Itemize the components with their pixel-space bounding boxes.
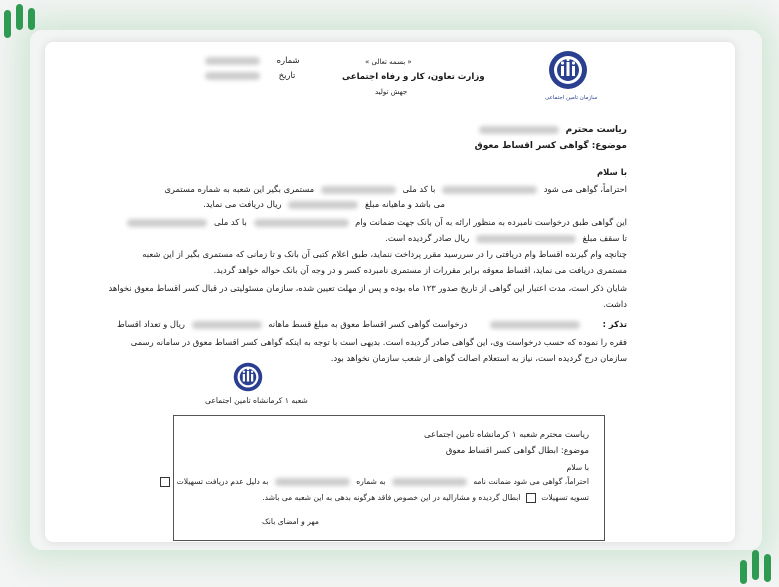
social-security-emblem-icon [548, 50, 588, 90]
no-loan-received-checkbox[interactable] [160, 477, 170, 487]
paragraph-1-line-2: می باشد و ماهیانه مبلغ ریال دریافت می نماید. [203, 199, 445, 209]
paragraph-4-line-1: شایان ذکر است، مدت اعتبار این گواهی از تاریخ صدور ۱۲۳ ماه بوده و پس از مهلت تعیین شده، سازمان مسئولیتی در قبال کسر اقساط معوق نخواهد [108, 283, 627, 293]
note-line-3: سازمان درج گردیده است، نیاز به استعلام اصالت گواهی از شعب سازمان نخواهد بود. [330, 353, 627, 363]
paragraph-2-line-1: این گواهی طبق درخواست نامبرده به منظور ارائه به آن بانک جهت ضمانت وام با کد ملی [123, 216, 627, 228]
loan-settlement-checkbox[interactable] [526, 493, 536, 503]
paragraph-3-line-1: چنانچه وام گیرنده اقساط وام دریافتی را در سررسید مقرر پرداخت ننماید، طبق اعلام کتبی آن بانک و تا زمانی که مستمری بگیر از این شعبه [142, 249, 627, 259]
branch-logo [233, 362, 263, 392]
paragraph-4-line-2: داشت. [603, 299, 627, 309]
note-line-2: فقره را نموده که حسب درخواست وی، این گواهی صادر گردیده است. بدیهی است با توجه به اینکه گواهی کسر اقساط معوق در سامانه رسمی [130, 337, 627, 347]
social-security-emblem-icon [233, 362, 263, 392]
slogan: جهش تولید [375, 88, 408, 96]
box-subject: موضوع: ابطال گواهی کسر اقساط معوق [445, 445, 589, 455]
note-line-1: تذکر : درخواست گواهی کسر اقساط معوق به مبلغ قسط ماهانه ریال و تعداد اقساط [116, 319, 627, 329]
document-card [45, 42, 735, 542]
box-greeting: با سلام [566, 463, 589, 472]
box-line-2: تسویه تسهیلات ابطال گردیده و مشارالیه در این خصوص فاقد هرگونه بدهی به این شعبه می باشد. [262, 493, 589, 502]
box-line-1: احتراماً، گواهی می شود ضمانت نامه به شماره به دلیل عدم دریافت تسهیلات [160, 476, 589, 488]
paragraph-2-line-2: تا سقف مبلغ ریال صادر گردیده است. [385, 233, 627, 243]
number-field: شماره [205, 54, 300, 66]
recipient: ریاست محترم [479, 124, 627, 136]
greeting: با سلام [597, 167, 627, 177]
ministry-title: وزارت تعاون، کار و رفاه اجتماعی [342, 72, 485, 82]
bank-signature: مهر و امضای بانک [261, 517, 319, 526]
paragraph-3-line-2: مستمری دریافت می نماید، اقساط معوقه برابر مقررات از مستمری نامبرده کسر و در وجه آن بانک حواله خواهد گردید. [213, 265, 627, 275]
cancellation-box [173, 415, 605, 541]
letter-subject: موضوع: گواهی کسر اقساط معوق [474, 141, 627, 151]
corner-mark-top-left [2, 4, 40, 42]
letter-document [45, 42, 735, 542]
bismillah: « بسمه تعالی » [365, 58, 412, 66]
corner-mark-bottom-right [738, 546, 778, 586]
organization-name: سازمان تامین اجتماعی [545, 95, 598, 101]
box-recipient: ریاست محترم شعبه ۱ کرمانشاه تامین اجتماعی [423, 429, 589, 439]
organization-logo [548, 50, 588, 90]
branch-caption: شعبه ۱ کرمانشاه تامین اجتماعی [205, 396, 308, 405]
paragraph-1-line-1: احتراماً، گواهی می شود با کد ملی مستمری بگیر این شعبه به شماره مستمری [164, 184, 627, 194]
date-field: تاریخ [205, 69, 295, 81]
